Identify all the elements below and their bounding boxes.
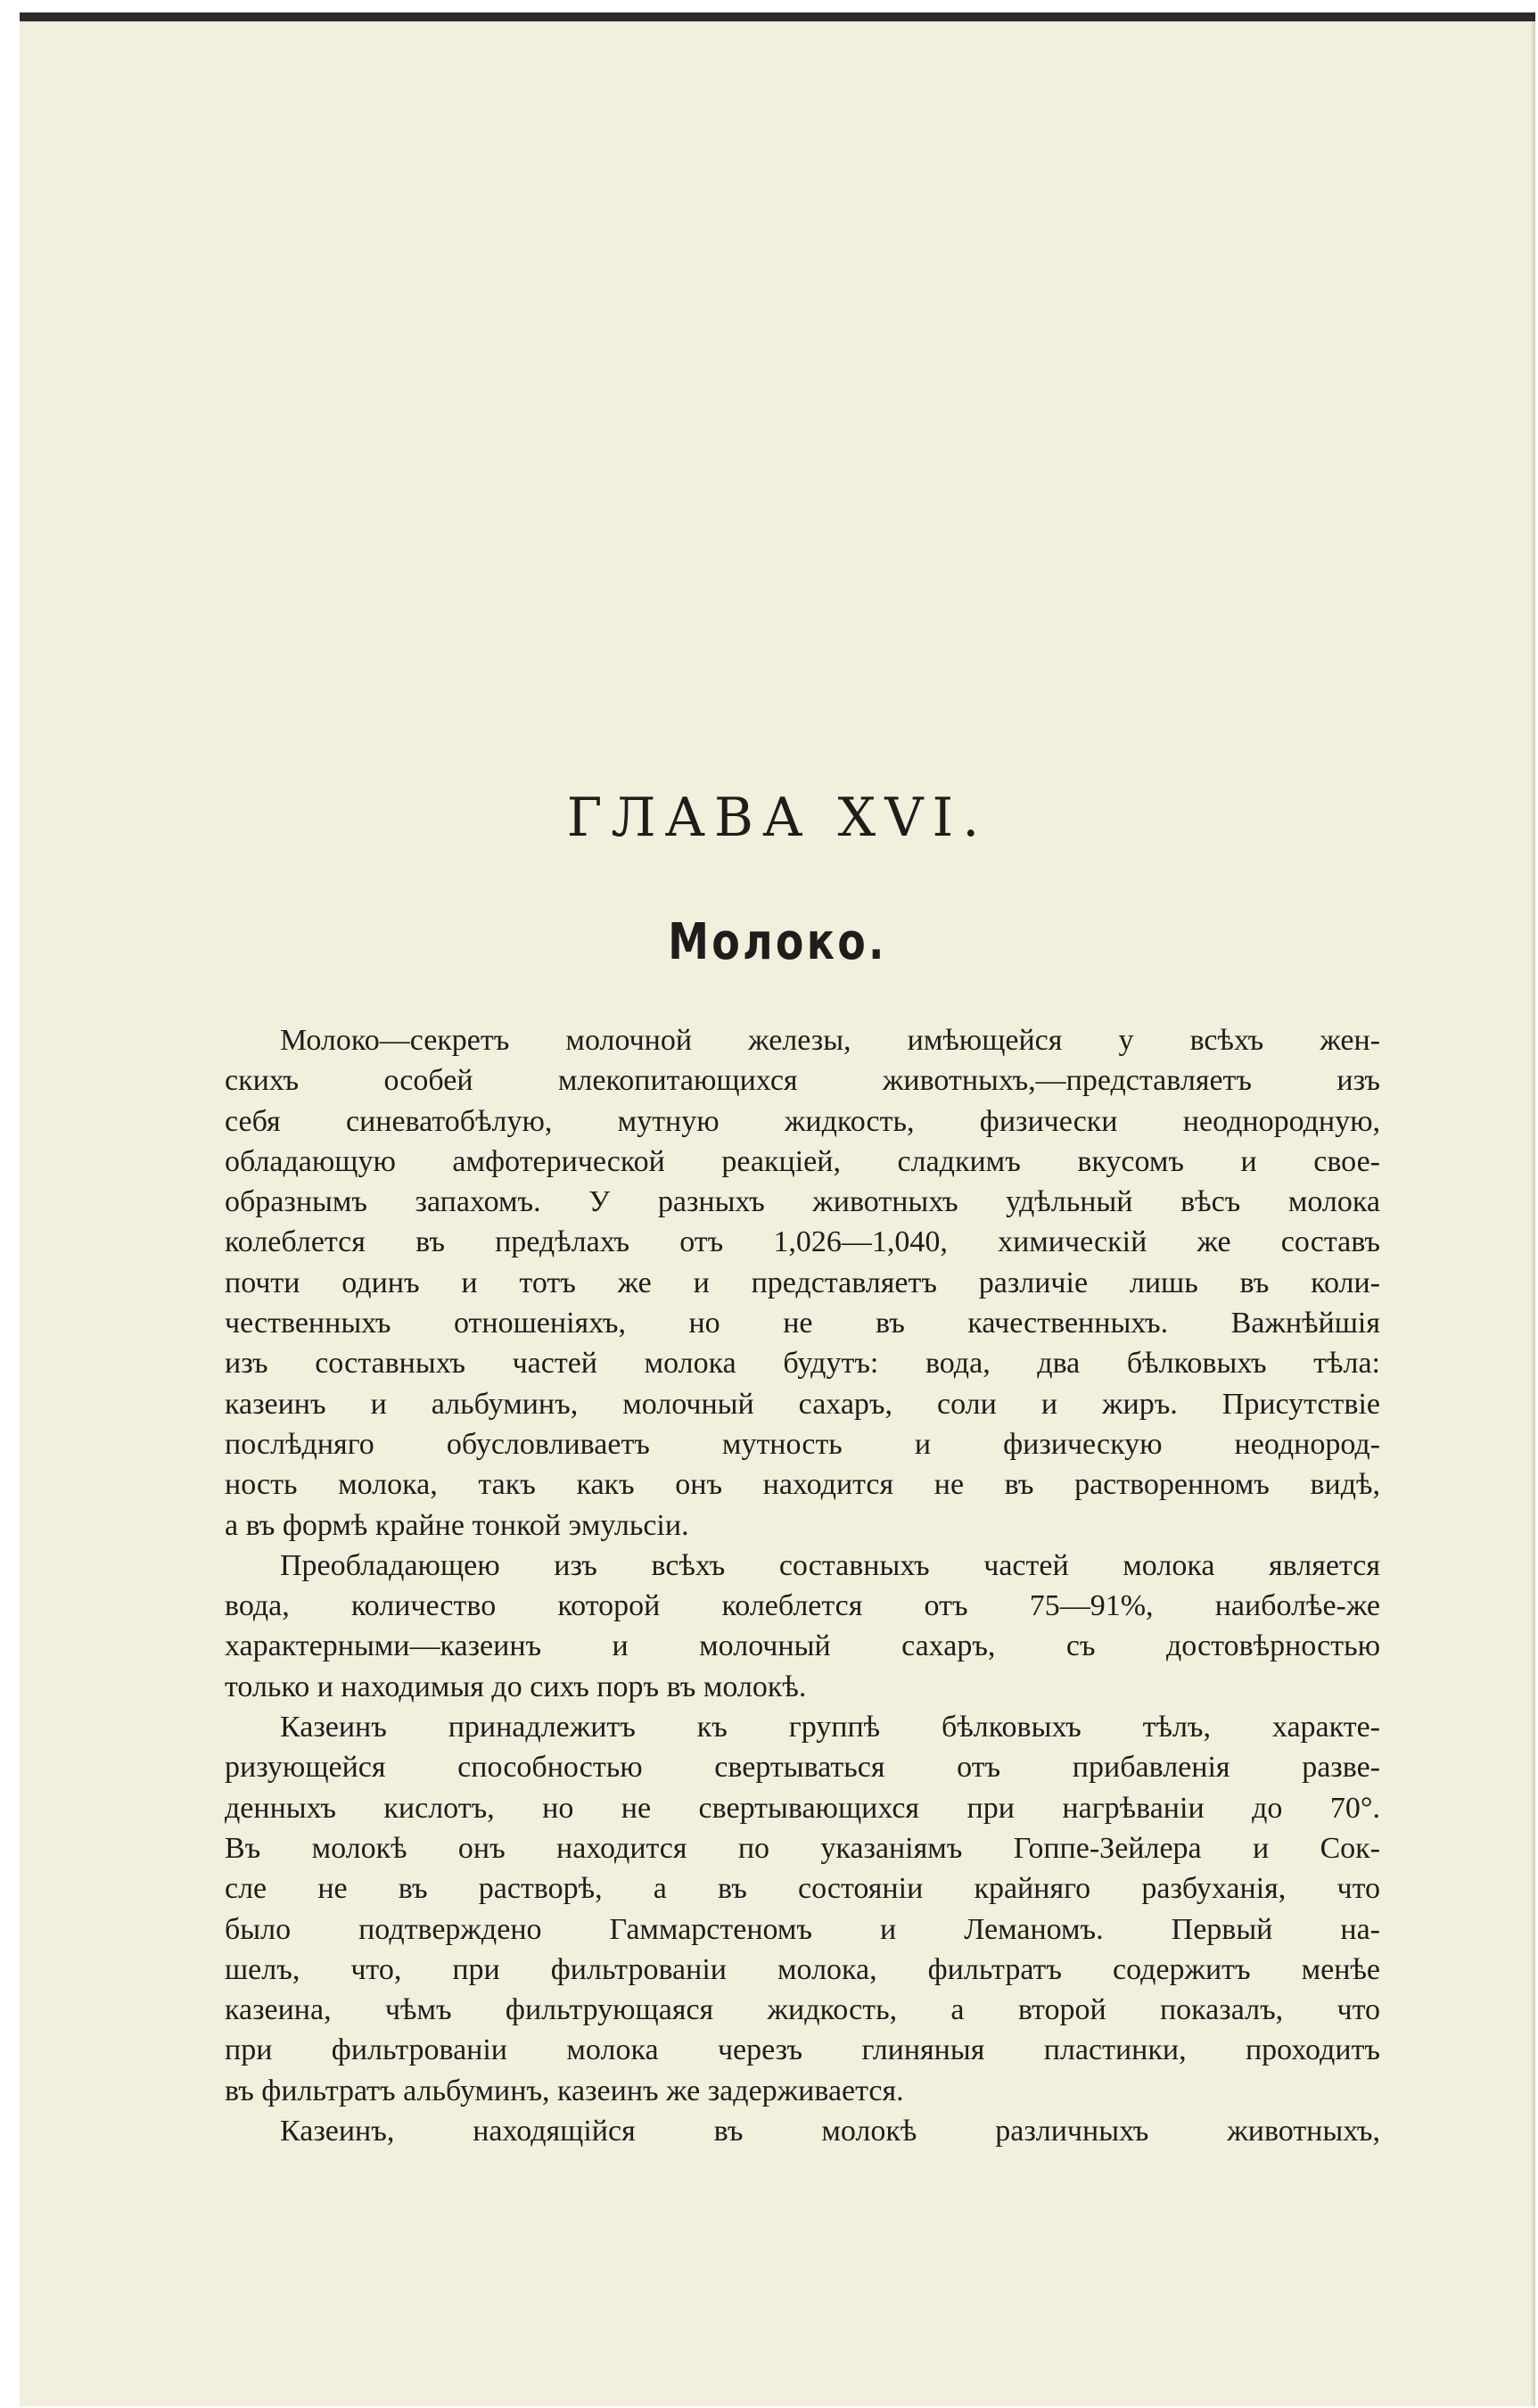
text-line: ность молока, такъ какъ онъ находится не въ растворенномъ видѣ,: [225, 1468, 1380, 1502]
text-line: Молоко—секретъ молочной железы, имѣющейся у всѣхъ жен-: [280, 1024, 1380, 1057]
body-text: [225, 1020, 1380, 2151]
text-line: вода, количество которой колеблется отъ 75—91%, наиболѣе-же: [225, 1589, 1380, 1623]
text-line: Казеинъ, находящійся въ молокѣ различныхъ животныхъ,: [280, 2115, 1380, 2148]
text-line: колеблется въ предѣлахъ отъ 1,026—1,040, химическій же составъ: [225, 1225, 1380, 1259]
text-line: почти одинъ и тотъ же и представляетъ различіе лишь въ коли-: [225, 1266, 1380, 1299]
text-line: при фильтрованіи молока черезъ глиняныя пластинки, проходитъ: [225, 2033, 1380, 2067]
text-line: образнымъ запахомъ. У разныхъ животныхъ удѣльный вѣсъ молока: [225, 1185, 1380, 1219]
text-line: сле не въ растворѣ, а въ состояніи крайняго разбуханія, что: [225, 1872, 1380, 1906]
text-line: было подтверждено Гаммарстеномъ и Леманомъ. Первый на-: [225, 1912, 1380, 1946]
chapter-heading: ГЛАВА XVI.: [566, 787, 989, 849]
text-line: характерными—казеинъ и молочный сахаръ, съ достовѣрностью: [225, 1629, 1380, 1663]
text-line: ризующейся способностью свертываться отъ прибавленія разве-: [225, 1751, 1380, 1785]
text-line: обладающую амфотерической реакціей, сладкимъ вкусомъ и свое-: [225, 1144, 1380, 1178]
chapter-title: Молоко.: [668, 913, 887, 971]
text-line: шелъ, что, при фильтрованіи молока, фильтратъ содержитъ менѣе: [225, 1952, 1380, 1986]
text-line: денныхъ кислотъ, но не свертывающихся при нагрѣваніи до 70°.: [225, 1791, 1380, 1825]
book-page: [20, 12, 1535, 2406]
text-line: въ фильтратъ альбуминъ, казеинъ же задерживается.: [225, 2074, 904, 2107]
text-line: чественныхъ отношеніяхъ, но не въ качественныхъ. Важнѣйшія: [225, 1307, 1380, 1340]
text-line: только и находимыя до сихъ поръ въ молокѣ.: [225, 1670, 807, 1703]
text-line: а въ формѣ крайне тонкой эмульсіи.: [225, 1508, 689, 1542]
text-line: Преобладающею изъ всѣхъ составныхъ частей молока является: [280, 1548, 1380, 1582]
text-line: скихъ особей млекопитающихся животныхъ,—представляетъ изъ: [225, 1064, 1380, 1098]
text-line: казеинъ и альбуминъ, молочный сахаръ, соли и жиръ. Присутствіе: [225, 1387, 1380, 1421]
text-line: казеина, чѣмъ фильтрующаяся жидкость, а второй показалъ, что: [225, 1993, 1380, 2027]
text-line: Казеинъ принадлежитъ къ группѣ бѣлковыхъ тѣлъ, характе-: [280, 1711, 1380, 1744]
text-line: изъ составныхъ частей молока будутъ: вода, два бѣлковыхъ тѣла:: [225, 1347, 1380, 1381]
text-line: послѣдняго обусловливаетъ мутность и физическую неоднород-: [225, 1427, 1380, 1461]
text-line: Въ молокѣ онъ находится по указаніямъ Гоппе-Зейлера и Сок-: [225, 1831, 1380, 1865]
text-line: себя синеватобѣлую, мутную жидкость, физически неоднородную,: [225, 1104, 1380, 1138]
